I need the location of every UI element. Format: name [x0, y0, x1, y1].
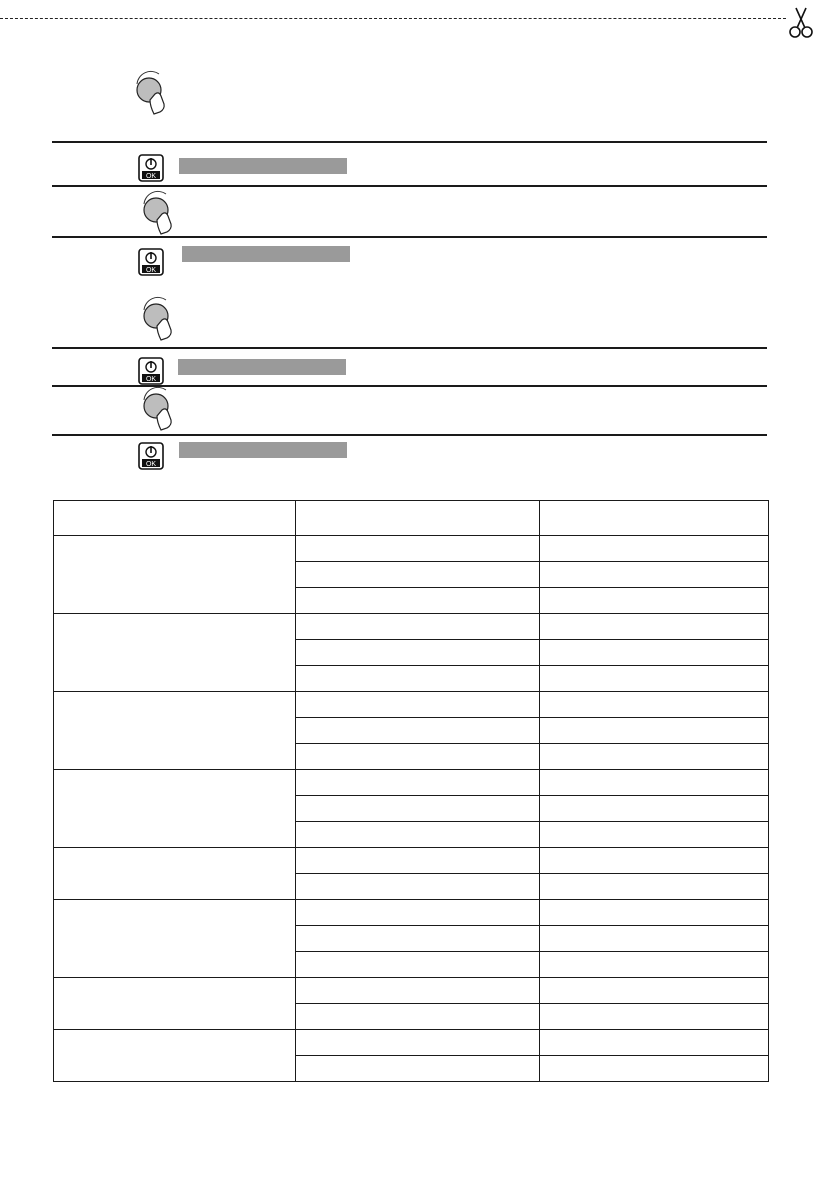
svg-text:OK: OK	[145, 376, 157, 383]
table-cell	[540, 692, 769, 718]
table-cell	[540, 978, 769, 1004]
group-label-cell	[54, 1030, 296, 1082]
table-header-cell	[54, 501, 296, 536]
table-cell	[540, 666, 769, 692]
table-cell	[540, 562, 769, 588]
rotary-knob-hand-icon	[133, 70, 169, 116]
table-row	[54, 900, 769, 926]
ok-button-icon	[138, 442, 164, 470]
table-cell	[296, 692, 540, 718]
divider	[52, 434, 767, 436]
group-label-cell	[54, 900, 296, 978]
table-row	[54, 1030, 769, 1056]
table-cell	[296, 1030, 540, 1056]
divider	[52, 347, 767, 349]
group-label-cell	[54, 692, 296, 770]
table-cell	[296, 874, 540, 900]
table-row	[54, 848, 769, 874]
group-label-cell	[54, 536, 296, 614]
table-cell	[540, 588, 769, 614]
table-cell	[296, 848, 540, 874]
table-cell	[296, 588, 540, 614]
table-cell	[296, 1004, 540, 1030]
divider	[52, 185, 767, 187]
table-cell	[540, 848, 769, 874]
group-label-cell	[54, 848, 296, 900]
table-header-row	[54, 501, 769, 536]
table-cell	[540, 1030, 769, 1056]
settings-table	[53, 500, 769, 1082]
group-label-cell	[54, 614, 296, 692]
table-header-cell	[540, 501, 769, 536]
table-cell	[296, 718, 540, 744]
scissors-icon	[786, 6, 816, 40]
table-cell	[296, 900, 540, 926]
table-cell	[540, 900, 769, 926]
table-cell	[296, 926, 540, 952]
table-cell	[296, 978, 540, 1004]
table-cell	[296, 770, 540, 796]
table-cell	[296, 796, 540, 822]
table-cell	[540, 536, 769, 562]
table-cell	[540, 770, 769, 796]
table-cell	[540, 874, 769, 900]
step-label-bar	[182, 246, 350, 262]
table-row	[54, 536, 769, 562]
table-cell	[540, 952, 769, 978]
ok-button-icon	[138, 357, 164, 385]
table-cell	[540, 796, 769, 822]
svg-text:OK: OK	[145, 267, 157, 274]
table-cell	[540, 1004, 769, 1030]
ok-button-icon	[138, 248, 164, 276]
table-cell	[296, 744, 540, 770]
table-cell	[540, 614, 769, 640]
table-cell	[296, 952, 540, 978]
table-cell	[540, 640, 769, 666]
table-cell	[296, 562, 540, 588]
divider	[52, 236, 767, 238]
svg-text:OK: OK	[145, 461, 157, 468]
rotary-knob-hand-icon	[140, 386, 176, 432]
rotary-knob-hand-icon	[140, 296, 176, 342]
table-cell	[296, 536, 540, 562]
ok-button-icon	[138, 154, 164, 182]
table-header-cell	[296, 501, 540, 536]
cut-line	[0, 18, 786, 19]
table-row	[54, 770, 769, 796]
table-cell	[296, 614, 540, 640]
table-cell	[296, 1056, 540, 1082]
table-cell	[296, 640, 540, 666]
rotary-knob-hand-icon	[140, 190, 176, 236]
svg-text:OK: OK	[145, 173, 157, 180]
divider	[52, 141, 767, 143]
step-label-bar	[178, 359, 346, 375]
step-label-bar	[179, 158, 347, 174]
table-cell	[540, 1056, 769, 1082]
table-cell	[296, 822, 540, 848]
table-cell	[540, 744, 769, 770]
table-cell	[540, 822, 769, 848]
table-row	[54, 978, 769, 1004]
table-cell	[540, 926, 769, 952]
group-label-cell	[54, 978, 296, 1030]
group-label-cell	[54, 770, 296, 848]
table-row	[54, 614, 769, 640]
table-cell	[540, 718, 769, 744]
table-cell	[296, 666, 540, 692]
table-row	[54, 692, 769, 718]
step-label-bar	[179, 442, 347, 458]
